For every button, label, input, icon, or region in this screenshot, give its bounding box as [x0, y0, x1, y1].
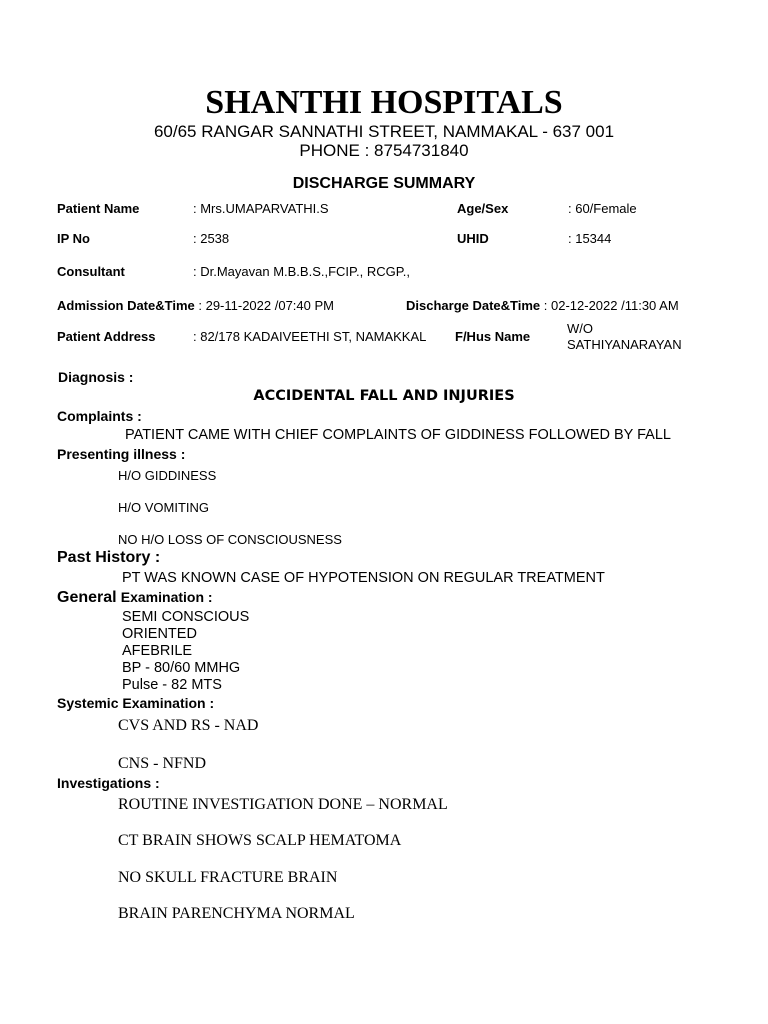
admission-label: Admission Date&Time	[57, 298, 195, 313]
fhus-name-value-line2: SATHIYANARAYAN	[567, 337, 682, 352]
systemic-exam-item: CVS AND RS - NAD	[118, 717, 259, 734]
consultant-label: Consultant	[57, 264, 125, 279]
complaints-value: PATIENT CAME WITH CHIEF COMPLAINTS OF GIDDINESS FOLLOWED BY FALL	[125, 427, 671, 443]
investigation-item: BRAIN PARENCHYMA NORMAL	[118, 905, 355, 922]
admission-value: : 29-11-2022 /07:40 PM	[194, 298, 334, 313]
patient-address-value: : 82/178 KADAIVEETHI ST, NAMAKKAL	[193, 329, 427, 344]
investigation-item: CT BRAIN SHOWS SCALP HEMATOMA	[118, 832, 402, 849]
age-sex-value: : 60/Female	[568, 201, 637, 216]
presenting-illness-item: H/O GIDDINESS	[118, 468, 217, 483]
consultant-value: : Dr.Mayavan M.B.B.S.,FCIP., RCGP.,	[193, 264, 410, 279]
hospital-phone: PHONE : 8754731840	[299, 141, 469, 160]
investigations-label: Investigations :	[57, 775, 160, 791]
general-exam-label-part1: General	[57, 589, 117, 606]
age-sex-label: Age/Sex	[457, 201, 509, 216]
systemic-exam-item: CNS - NFND	[118, 755, 207, 772]
presenting-illness-label: Presenting illness :	[57, 446, 186, 462]
ip-no-label: IP No	[57, 231, 90, 246]
hospital-name: SHANTHI HOSPITALS	[205, 84, 563, 121]
admission-datetime	[57, 298, 334, 313]
systemic-exam-label: Systemic Examination :	[57, 695, 215, 711]
discharge-datetime	[406, 298, 679, 313]
general-exam-item: Pulse - 82 MTS	[122, 677, 222, 693]
hospital-address: 60/65 RANGAR SANNATHI STREET, NAMMAKAL - 637 001	[153, 122, 615, 141]
ip-no-value: : 2538	[193, 231, 230, 246]
diagnosis-label: Diagnosis :	[58, 369, 134, 385]
fhus-name-label: F/Hus Name	[455, 329, 531, 344]
document-title: DISCHARGE SUMMARY	[292, 175, 476, 192]
uhid-label: UHID	[457, 231, 489, 246]
general-exam-item: ORIENTED	[122, 626, 197, 642]
uhid-value: : 15344	[568, 231, 612, 246]
fhus-name-value-line1: W/O	[567, 321, 593, 336]
patient-name-label: Patient Name	[57, 201, 140, 216]
presenting-illness-item: NO H/O LOSS OF CONSCIOUSNESS	[118, 532, 342, 547]
general-exam-label	[57, 589, 213, 607]
diagnosis-value: ACCIDENTAL FALL AND INJURIES	[253, 388, 515, 404]
general-exam-item: SEMI CONSCIOUS	[122, 609, 250, 625]
investigation-item: NO SKULL FRACTURE BRAIN	[118, 869, 338, 886]
discharge-label: Discharge Date&Time	[406, 298, 541, 313]
past-history-label: Past History :	[57, 549, 161, 566]
general-exam-label-part2: Examination :	[120, 589, 213, 605]
investigation-item: ROUTINE INVESTIGATION DONE – NORMAL	[118, 796, 448, 813]
presenting-illness-item: H/O VOMITING	[118, 500, 209, 515]
general-exam-item: BP - 80/60 MMHG	[122, 660, 241, 676]
general-exam-item: AFEBRILE	[122, 643, 193, 659]
past-history-value: PT WAS KNOWN CASE OF HYPOTENSION ON REGULAR TREATMENT	[122, 570, 605, 586]
patient-name-value: : Mrs.UMAPARVATHI.S	[193, 201, 329, 216]
discharge-value: : 02-12-2022 /11:30 AM	[540, 298, 679, 313]
complaints-label: Complaints :	[57, 408, 142, 424]
patient-address-label: Patient Address	[57, 329, 156, 344]
